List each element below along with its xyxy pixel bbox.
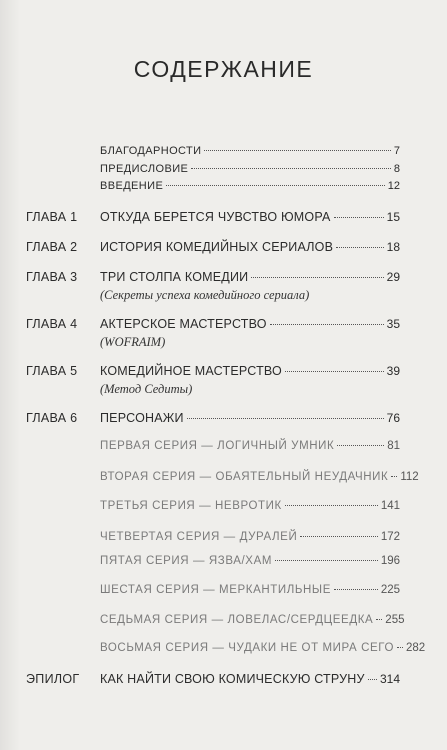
toc-entry-series-4[interactable] [0, 531, 447, 547]
toc-entry-foreword[interactable] [0, 163, 447, 179]
toc-entry-chapter-6[interactable] [0, 411, 447, 427]
leader-dots [337, 445, 384, 446]
leader-dots [397, 647, 403, 648]
leader-dots [285, 505, 378, 506]
entry-page: 196 [380, 555, 400, 567]
leader-dots [270, 324, 384, 325]
entry-page: 29 [386, 270, 400, 284]
toc-entry-chapter-2[interactable] [0, 240, 447, 256]
chapter-note: (WOFRAIM) [100, 335, 166, 349]
entry-page: 12 [387, 180, 400, 192]
entry-page: 255 [385, 614, 405, 626]
leader-dots [285, 371, 384, 372]
epilogue-label: ЭПИЛОГ [26, 672, 80, 686]
chapter-label: ГЛАВА 1 [26, 210, 78, 224]
toc-entry-series-3[interactable] [0, 500, 447, 516]
leader-dots [391, 476, 397, 477]
entry-title: ИСТОРИЯ КОМЕДИЙНЫХ СЕРИАЛОВ [100, 240, 334, 254]
entry-page: 7 [393, 145, 400, 157]
entry-page: 81 [387, 440, 400, 452]
entry-page: 18 [386, 240, 400, 254]
entry-page: 225 [380, 584, 400, 596]
entry-page: 35 [386, 317, 400, 331]
entry-title: ПЕРВАЯ СЕРИЯ — ЛОГИЧНЫЙ УМНИК [100, 440, 335, 452]
leader-dots [204, 150, 390, 151]
entry-page: 15 [386, 210, 400, 224]
leader-dots [334, 589, 378, 590]
toc-entry-series-2[interactable] [0, 471, 447, 487]
entry-page: 314 [379, 672, 400, 686]
entry-title: ОТКУДА БЕРЕТСЯ ЧУВСТВО ЮМОРА [100, 210, 331, 224]
toc-entry-chapter-4[interactable] [0, 317, 447, 333]
toc-entry-chapter-3[interactable] [0, 270, 447, 286]
leader-dots [300, 536, 378, 537]
entry-page: 112 [400, 471, 419, 483]
entry-page: 76 [386, 411, 400, 425]
entry-page: 172 [380, 531, 400, 543]
entry-title: ВВЕДЕНИЕ [100, 180, 164, 192]
entry-page: 282 [406, 642, 426, 654]
toc-entry-epilogue[interactable] [0, 672, 447, 688]
toc-entry-series-7[interactable] [0, 614, 447, 630]
entry-title: БЛАГОДАРНОСТИ [100, 145, 202, 157]
toc-entry-chapter-1[interactable] [0, 210, 447, 226]
toc-entry-chapter-5[interactable] [0, 364, 447, 380]
chapter-label: ГЛАВА 5 [26, 364, 78, 378]
entry-title: ТРИ СТОЛПА КОМЕДИИ [100, 270, 249, 284]
entry-page: 39 [386, 364, 400, 378]
entry-title: КОМЕДИЙНОЕ МАСТЕРСТВО [100, 364, 282, 378]
entry-title: ВОСЬМАЯ СЕРИЯ — ЧУДАКИ НЕ ОТ МИРА СЕГО [100, 642, 395, 654]
entry-page: 141 [380, 500, 400, 512]
entry-title: ШЕСТАЯ СЕРИЯ — МЕРКАНТИЛЬНЫЕ [100, 584, 331, 596]
page-title: СОДЕРЖАНИЕ [133, 56, 314, 82]
leader-dots [166, 185, 385, 186]
leader-dots [251, 277, 383, 278]
chapter-label: ГЛАВА 6 [26, 411, 78, 425]
chapter-note: (Секреты успеха комедийного сериала) [100, 288, 310, 302]
chapter-label: ГЛАВА 2 [26, 240, 78, 254]
entry-title: ЧЕТВЕРТАЯ СЕРИЯ — ДУРАЛЕЙ [100, 531, 298, 543]
chapter-label: ГЛАВА 4 [26, 317, 78, 331]
toc-entry-series-6[interactable] [0, 584, 447, 600]
toc-entry-introduction[interactable] [0, 180, 447, 196]
entry-title: АКТЕРСКОЕ МАСТЕРСТВО [100, 317, 267, 331]
entry-title: СЕДЬМАЯ СЕРИЯ — ЛОВЕЛАС/СЕРДЦЕЕДКА [100, 614, 374, 626]
leader-dots [376, 619, 382, 620]
toc-entry-series-1[interactable] [0, 440, 447, 456]
chapter-note: (Метод Седиты) [100, 382, 193, 396]
entry-page: 8 [393, 163, 400, 175]
leader-dots [187, 418, 384, 419]
entry-title: ВТОРАЯ СЕРИЯ — ОБАЯТЕЛЬНЫЙ НЕУДАЧНИК [100, 471, 389, 483]
entry-title: КАК НАЙТИ СВОЮ КОМИЧЕСКУЮ СТРУНУ [100, 672, 365, 686]
leader-dots [336, 247, 384, 248]
entry-title: ПЕРСОНАЖИ [100, 411, 184, 425]
leader-dots [275, 560, 378, 561]
entry-title: ПЯТАЯ СЕРИЯ — ЯЗВА/ХАМ [100, 555, 273, 567]
toc-entry-series-8[interactable] [0, 642, 447, 658]
toc-entry-acknowledgements[interactable] [0, 145, 447, 161]
leader-dots [368, 679, 377, 680]
chapter-label: ГЛАВА 3 [26, 270, 78, 284]
entry-title: ПРЕДИСЛОВИЕ [100, 163, 189, 175]
toc-entry-series-5[interactable] [0, 555, 447, 571]
leader-dots [191, 168, 391, 169]
entry-title: ТРЕТЬЯ СЕРИЯ — НЕВРОТИК [100, 500, 282, 512]
leader-dots [334, 217, 384, 218]
